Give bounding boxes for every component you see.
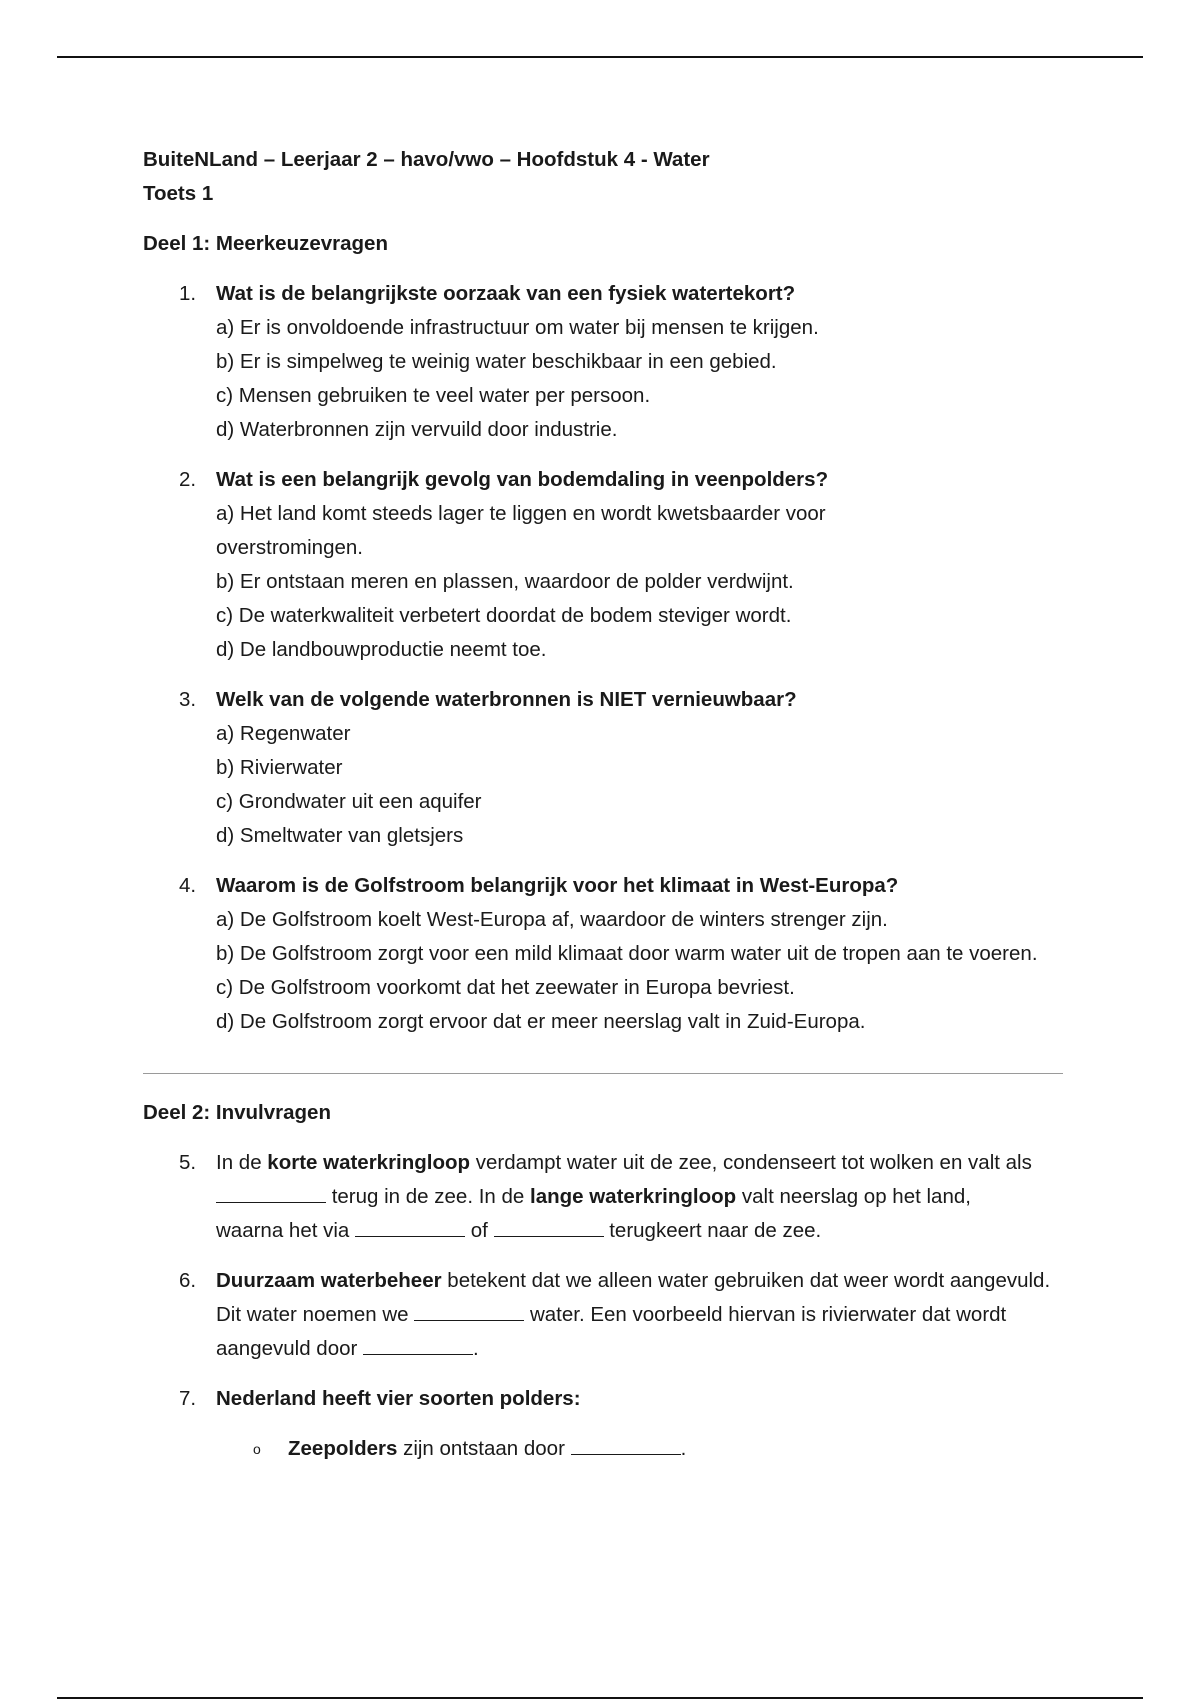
text-run: terug in de zee. In de	[326, 1185, 530, 1208]
bottom-rule	[57, 1697, 1143, 1699]
text-run: water. Een voorbeeld hiervan is rivierwater dat wordt aangevuld door	[216, 1303, 1007, 1360]
question-5	[143, 1146, 1063, 1248]
question-number: 1.	[179, 282, 197, 305]
text-run: verdampt water uit de zee, condenseert tot wolken en valt als	[470, 1151, 1032, 1174]
question-number: 3.	[179, 688, 197, 711]
document-subtitle: Toets 1	[143, 182, 214, 205]
multiple-choice-list	[143, 277, 1063, 1039]
bold-term: korte waterkringloop	[267, 1151, 471, 1174]
question-text: Wat is een belangrijk gevolg van bodemdaling in veenpolders?	[216, 468, 829, 491]
question-text: Waarom is de Golfstroom belangrijk voor het klimaat in West-Europa?	[216, 874, 899, 897]
answer-option: d) De landbouwproductie neemt toe.	[216, 638, 547, 661]
section-divider	[143, 1073, 1063, 1074]
question-text: Nederland heeft vier soorten polders:	[216, 1387, 581, 1410]
question-1	[143, 277, 1063, 447]
fill-in-list	[143, 1146, 1063, 1466]
question-text	[216, 1264, 1066, 1366]
answer-option: c) De Golfstroom voorkomt dat het zeewater in Europa bevriest.	[216, 976, 795, 999]
answer-option: c) Mensen gebruiken te veel water per persoon.	[216, 384, 651, 407]
answer-option: b) Rivierwater	[216, 756, 343, 779]
text-run: .	[680, 1437, 687, 1460]
top-rule	[57, 56, 1143, 58]
document-body	[143, 143, 1063, 1466]
text-run: In de	[216, 1151, 268, 1174]
text-run: valt neerslag op het land, waarna het via	[216, 1185, 971, 1242]
answer-option: a) Het land komt steeds lager te liggen en wordt kwetsbaarder voor overstromingen.	[216, 502, 826, 559]
answer-option: a) De Golfstroom koelt West-Europa af, waardoor de winters strenger zijn.	[216, 908, 888, 931]
answer-blank[interactable]	[414, 1302, 524, 1321]
answer-blank[interactable]	[363, 1336, 473, 1355]
question-number: 6.	[179, 1269, 197, 1292]
question-text: Welk van de volgende waterbronnen is NIET vernieuwbaar?	[216, 688, 797, 711]
answer-option: b) Er is simpelweg te weinig water beschikbaar in een gebied.	[216, 350, 777, 373]
answer-option: c) Grondwater uit een aquifer	[216, 790, 482, 813]
question-2	[143, 463, 1063, 667]
question-3	[143, 683, 1063, 853]
question-4	[143, 869, 1063, 1039]
text-run: of	[465, 1219, 494, 1242]
question-text	[216, 1146, 1036, 1248]
answer-option: d) De Golfstroom zorgt ervoor dat er meer neerslag valt in Zuid-Europa.	[216, 1010, 866, 1033]
answer-option: c) De waterkwaliteit verbetert doordat de bodem steviger wordt.	[216, 604, 792, 627]
text-run: terugkeert naar de zee.	[603, 1219, 822, 1242]
question-number: 7.	[179, 1387, 197, 1410]
document-title: BuiteNLand – Leerjaar 2 – havo/vwo – Hoofdstuk 4 - Water	[143, 148, 710, 171]
answer-option: a) Er is onvoldoende infrastructuur om water bij mensen te krijgen.	[216, 316, 819, 339]
answer-blank[interactable]	[494, 1218, 604, 1237]
bullet-icon: o	[253, 1441, 261, 1457]
answer-option: d) Smeltwater van gletsjers	[216, 824, 464, 847]
section-title-part2: Deel 2: Invulvragen	[143, 1101, 331, 1124]
answer-blank[interactable]	[216, 1184, 326, 1203]
question-6	[143, 1264, 1063, 1366]
question-7	[143, 1382, 1063, 1466]
text-run: betekent dat we alleen water gebruiken dat weer wordt aangevuld. Dit water noemen we	[216, 1269, 1051, 1326]
answer-option: b) Er ontstaan meren en plassen, waardoor de polder verdwijnt.	[216, 570, 794, 593]
answer-option: b) De Golfstroom zorgt voor een mild klimaat door warm water uit de tropen aan te voeren.	[216, 942, 1038, 965]
question-number: 4.	[179, 874, 197, 897]
text-run: zijn ontstaan door	[397, 1437, 571, 1460]
question-text: Wat is de belangrijkste oorzaak van een fysiek watertekort?	[216, 282, 796, 305]
bold-term: Zeepolders	[288, 1437, 398, 1460]
answer-blank[interactable]	[571, 1436, 681, 1455]
answer-option: a) Regenwater	[216, 722, 351, 745]
question-number: 5.	[179, 1151, 197, 1174]
answer-blank[interactable]	[355, 1218, 465, 1237]
section-title-part1: Deel 1: Meerkeuzevragen	[143, 232, 388, 255]
text-run: .	[473, 1337, 479, 1360]
bold-term: Duurzaam waterbeheer	[216, 1269, 442, 1292]
question-number: 2.	[179, 468, 197, 491]
answer-option: d) Waterbronnen zijn vervuild door industrie.	[216, 418, 618, 441]
bold-term: lange waterkringloop	[530, 1185, 737, 1208]
polder-type-item	[216, 1432, 1063, 1466]
